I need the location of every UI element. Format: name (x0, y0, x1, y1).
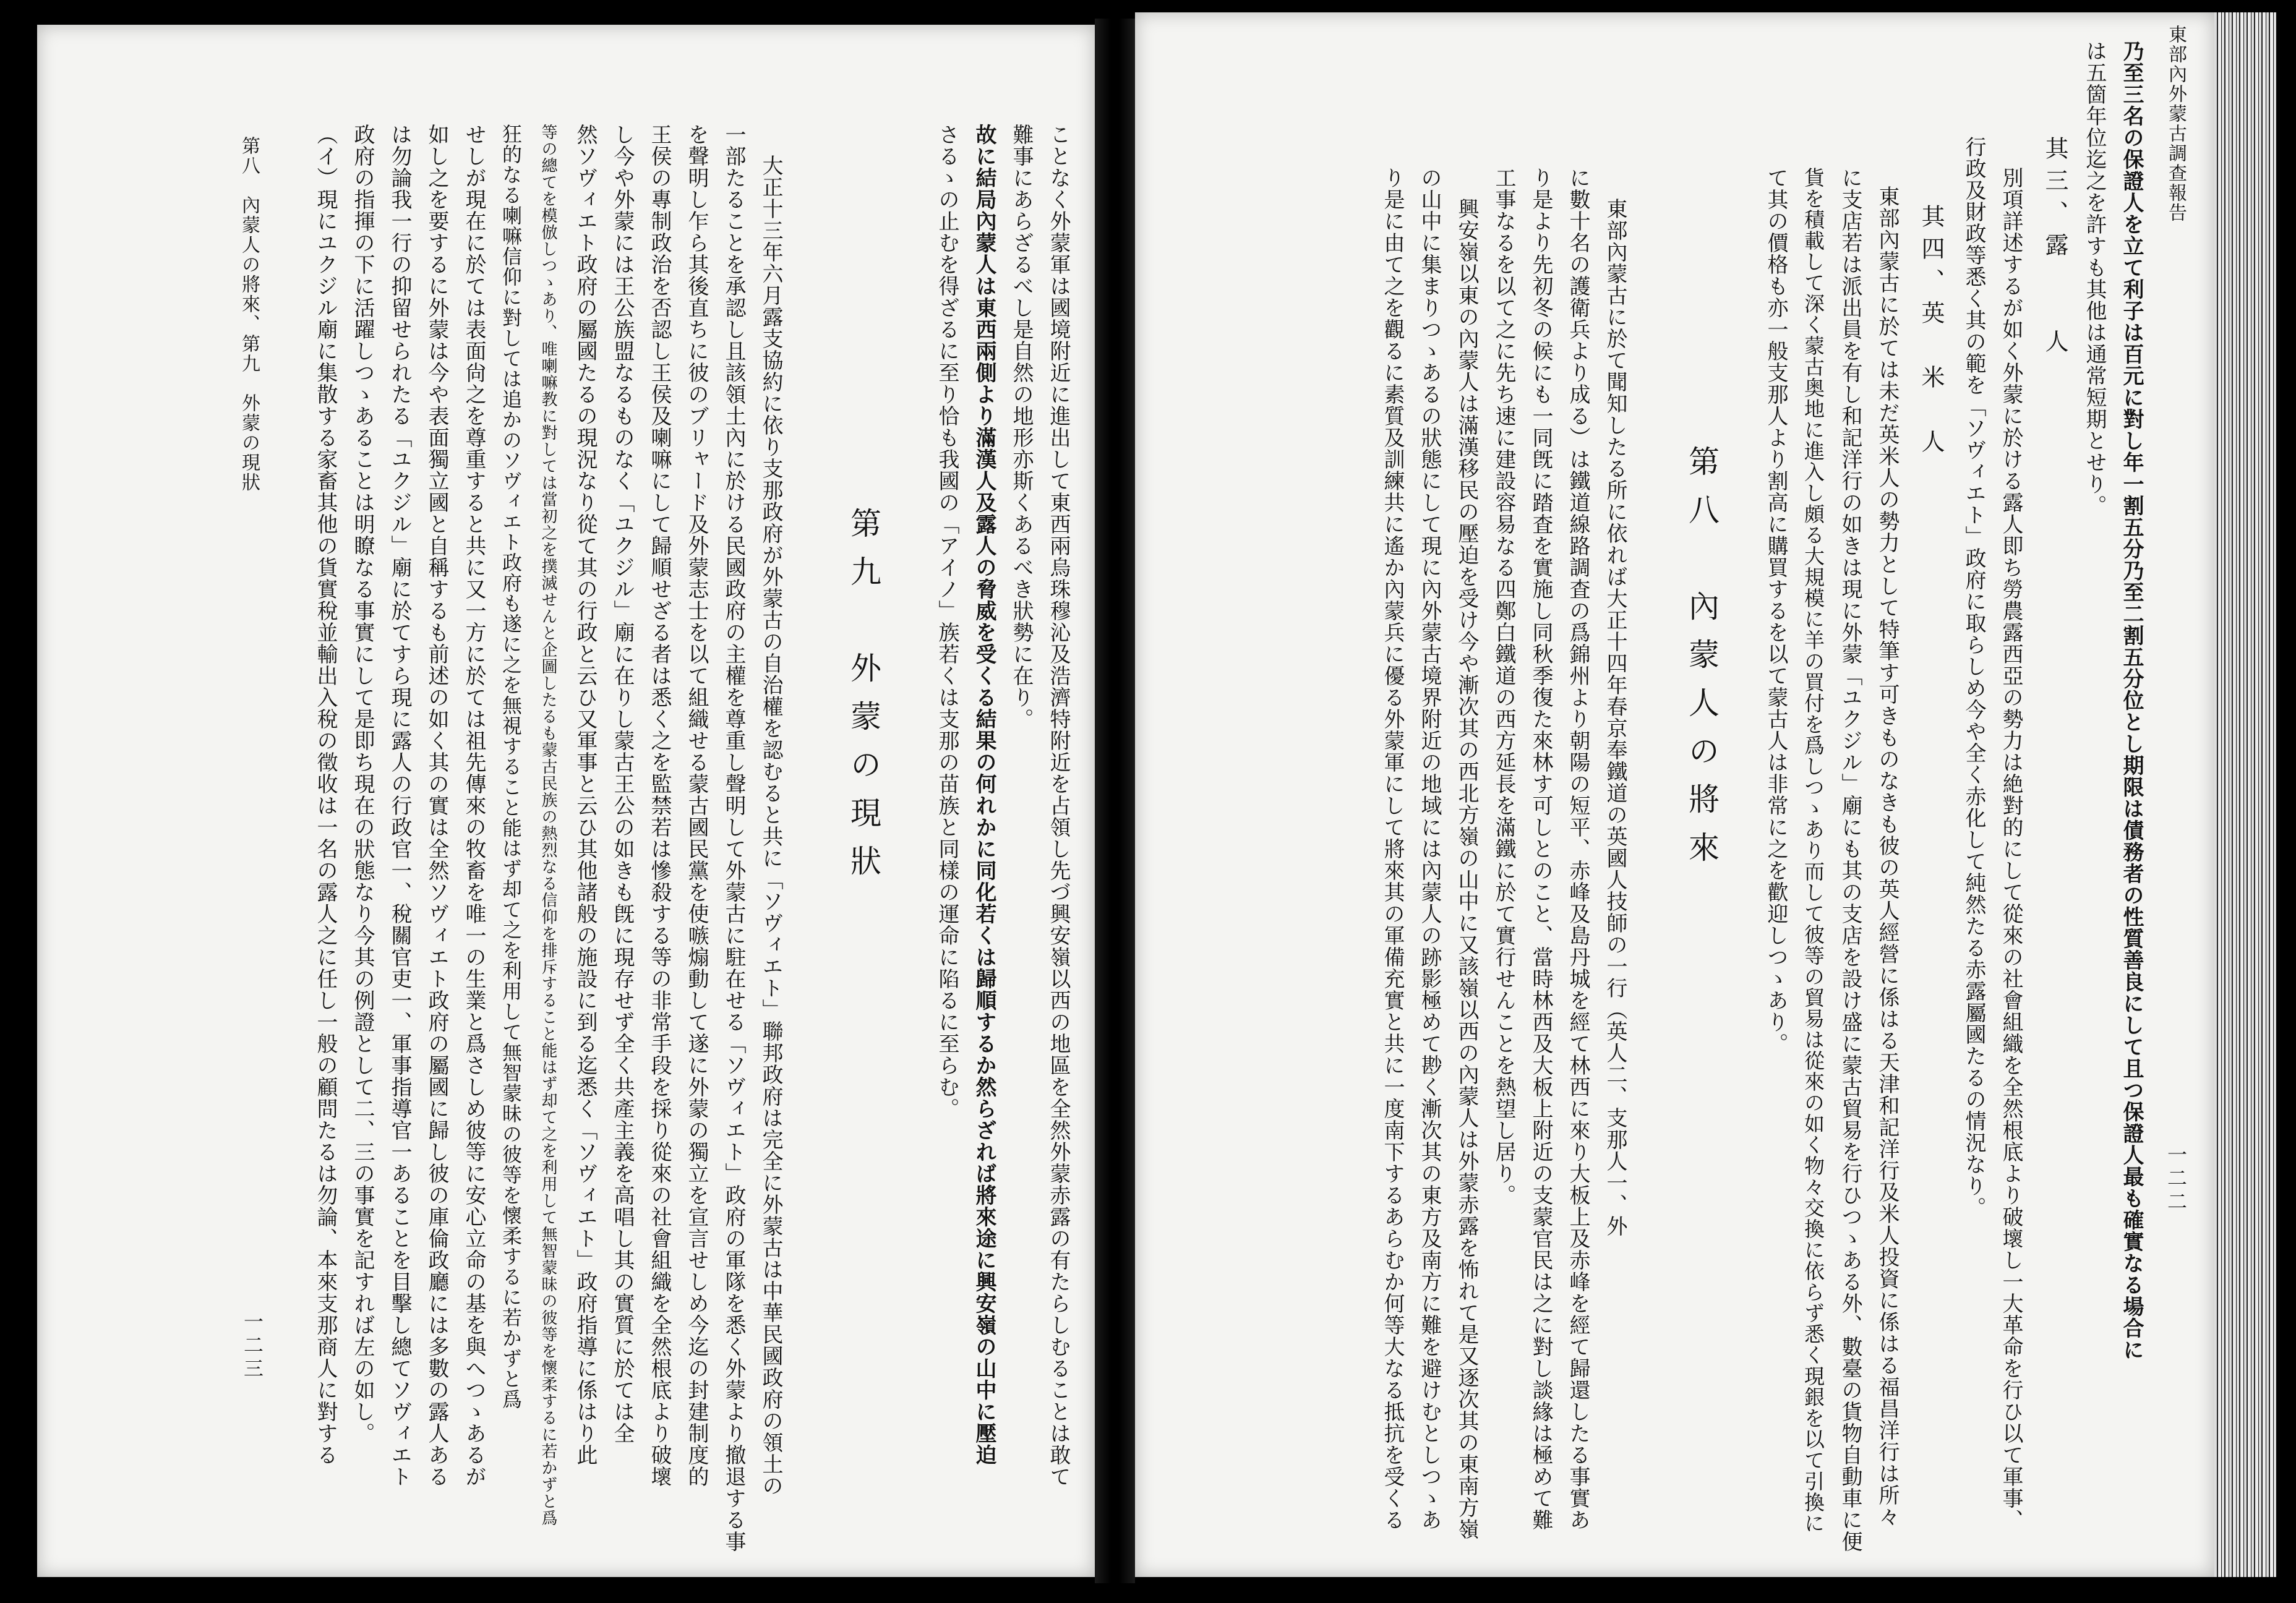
right-running-header: 東部內外蒙古調查報告 (2165, 25, 2187, 223)
right-intro-line: 乃至三名の保證人を立て利子は百元に對し年一割五分乃至二割五分位とし期限は債務者の性質善良にして且つ保證人最も確實なる場合に (2119, 40, 2144, 1361)
left-body-line: 政府の指揮の下に活躍しつゝあることは明瞭なる事實にして是即ち現在の狀態なり今其の例證として二、三の事實を記すれば左の如し。 (350, 124, 375, 1444)
left-top-line: 故に結局內蒙人は東西兩側より滿漢人及露人の脅威を受くる結果の何れかに同化若くは歸順するか然らざれば將來途に興安嶺の山中に壓迫 (972, 124, 996, 1466)
section4-heading: 其四、英 米 人 (1917, 204, 1945, 461)
left-body-line: は勿論我一行の抑留せられたる「ユクジル」廟に於てすら現に露人の行政官一、稅關官吏一、軍事指導官一あることを目擊し總てソヴィエト (387, 124, 412, 1487)
section4-line: て其の價格も亦一般支那人より割高に購買するを以て蒙古人は非常に之を歡迎しつゝあり。 (1763, 167, 1788, 1054)
chapter8-line: に數十名の護衛兵より成る）は鐵道線路調査の爲錦州より朝陽の短平、赤峰及島丹城を經て林西に來り大板上及赤峰を經て歸還したる事實あ (1566, 167, 1590, 1531)
chapter8-line: り是に由て之を觀るに素質及訓練共に遙か內蒙兵に優る外蒙軍にして將來其の軍備充實と共に一度南下するあらむか何等大なる抵抗を受くる (1380, 167, 1405, 1531)
section3-heading: 其三、露 人 (2041, 136, 2068, 361)
section4-line: 貨を積載して深く蒙古奥地に進入し頗る大規模に羊の買付を爲しつゝあり而して彼等の貿易は從來の如く物々交換に依らず悉く現銀を以て引換に (1801, 167, 1825, 1534)
left-top-line: 難事にあらざるべし是自然の地形亦斯くあるべき狀勢に在り。 (1009, 124, 1034, 730)
left-body-line: せしが現在に於ては表面尙之を尊重すると共に又一方に於ては祖先傳來の牧畜を唯一の生業と爲さしめ彼等に安心立命の基を與へつゝあるが (461, 124, 486, 1487)
page-stack-edges (2214, 12, 2276, 1577)
book-gutter (1095, 19, 1135, 1583)
section4-line: 東部內蒙古に於ては未だ英米人の勢力として特筆す可きものなきも彼の英人經營に係はる天津和記洋行及米人投資に係はる福昌洋行は所々 (1875, 186, 1900, 1528)
section3-line: 行政及財政等悉く其の範を「ソヴィエト」政府に取らしめ今や全く赤化して純然たる赤露屬國たるの情況なり。 (1961, 136, 1986, 1218)
right-intro-line: は五箇年位迄之を許すも其他は通常短期とせり。 (2082, 40, 2107, 516)
left-body-line: 大正十三年六月露支協約に依り支那政府が外蒙古の自治權を認むると共に「ソヴィエト」聯邦政府は完全に外蒙古は中華民國政府の領土の (758, 155, 783, 1497)
left-body-line: 等の總てを模倣しつゝあり、唯喇嘛教に對しては當初之を撲滅せんと企圖したるも蒙古民族の熱烈なる信仰を排斥すること能はず却て之を利用して無智蒙昧の彼等を懷柔するに若かずと爲 (539, 124, 557, 1526)
chapter8-line: り是より先初冬の候にも一同旣に踏査を實施し同秋季復た來林す可しとのこと、當時林西及大板上附近の支蒙官民は之に對し談緣は極めて難 (1528, 167, 1553, 1531)
section4-line: に支店若は派出員を有し和記洋行の如きは現に外蒙「ユクジル」廟にも其の支店を設け盛に蒙古貿易を行ひつゝある外、數臺の貨物自動車に便 (1838, 167, 1862, 1552)
left-top-line: ことなく外蒙軍は國境附近に進出して東西兩烏珠穆沁及浩濟特附近を占領し先づ興安嶺以西の地區を全然外蒙赤露の有たらしむることは敢て (1046, 124, 1071, 1487)
chapter8-line: 工事なるを以て之に先ち速に建設容易なる四鄭白鐵道の西方延長を滿鐵に於て實行せんことを熱望し居り。 (1491, 167, 1516, 1206)
right-page-number: 一二二 (2164, 1144, 2188, 1215)
section3-line: 別項詳述するが如く外蒙に於ける露人即ち勞農露西亞の勢力は絶對的にして從來の社會組織を全然根底より破壞し一大革命を行ひ以て軍事、 (1998, 167, 2023, 1531)
left-top-line: さるゝの止むを得ざるに至り恰も我國の「アイノ」族若くは支那の苗族と同樣の運命に陷るに至らむ。 (935, 124, 959, 1119)
chapter8-line: 興安嶺以東の內蒙人は滿漢移民の壓迫を受け今や漸次其の西北方嶺の山中に又該嶺以西の內蒙人は外蒙赤露を怖れて是又逐次其の東南方嶺 (1454, 198, 1479, 1540)
right-page (1135, 12, 2214, 1577)
chapter9-heading: 第九 外蒙の現狀 (846, 507, 881, 893)
left-footer: 第八 內蒙人の將來、第九 外蒙の現狀 (238, 136, 260, 492)
chapter8-line: 東部內蒙古に於て聞知したる所に依れば大正十四年春京奉鐵道の英國人技師の一行（英人二、支那人一、外 (1603, 198, 1627, 1237)
chapter8-line: の山中に集まりつゝあるの狀態にして現に內外蒙古境界附近の地域には內蒙人の跡影極めて尠く漸次其の東方及南方に難を避けむとしつゝあ (1417, 167, 1442, 1531)
left-body-line: し今や外蒙には王公族盟なるものなく「ユクジル」廟に在りし蒙古王公の如きも旣に現存せず全く共產主義を高唱し其の實質に於ては全 (610, 124, 635, 1444)
left-body-line: を聲明し乍ら其後直ちに彼のブリャード及外蒙志士を以て組織せる蒙古國民黨を使嗾煽動して遂に外蒙の獨立を宣言せしめ今迄の封建制度的 (684, 124, 709, 1487)
left-page-number: 一二三 (241, 1311, 264, 1382)
left-body-line: 王侯の專制政治を否認し王侯及喇嘛にして歸順せざる者は悉く之を監禁若は慘殺する等の非常手段を採り從來の社會組織を全然根底より破壞 (647, 124, 672, 1487)
left-page (37, 25, 1095, 1577)
left-body-line: 然ソヴィエト政府の屬國たるの現況なり從て其の行政と云ひ又軍事と云ひ其他諸般の施設に到る迄悉く「ソヴィエト」政府指導に係はり此 (573, 124, 598, 1466)
left-body-line: 一部たることを承認し且該領土內に於ける民國政府の主權を尊重し聲明して外蒙古に駐在せる「ソヴィエト」政府の軍隊を悉く外蒙より撤退する事 (721, 124, 746, 1552)
left-body-line: （イ）現にユクジル廟に集散する家畜其他の貨實稅並輸出入稅の徵收は一名の露人之に任し一般の顧問たるは勿論、本來支那商人に對する (313, 124, 338, 1466)
chapter8-heading: 第八 內蒙人の將來 (1684, 445, 1720, 879)
left-body-line: 狂的なる喇嘛信仰に對しては追かのソヴィエト政府も遂に之を無視すること能はず却て之を利用して無智蒙昧の彼等を懷柔するに若かずと爲 (499, 124, 523, 1409)
left-body-line: 如し之を要するに外蒙は今や表面獨立國と自稱するも前述の如く其の實は全然ソヴィエト政府の屬國に歸し彼の庫倫政廳には多數の露人ある (424, 124, 449, 1487)
